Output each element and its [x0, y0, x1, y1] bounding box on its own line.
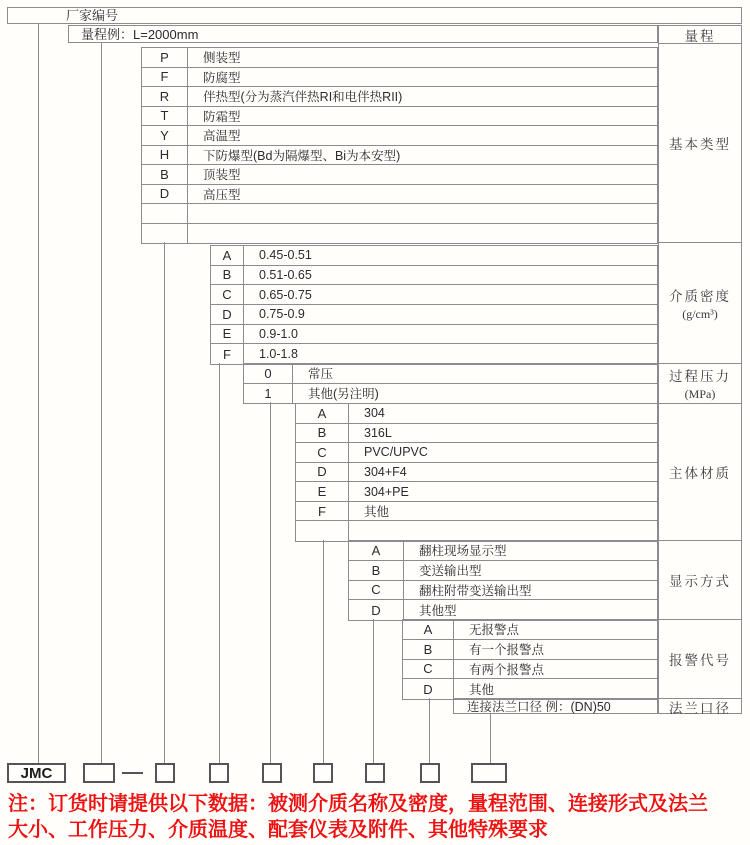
code-cell: C [349, 581, 404, 600]
table-row [211, 305, 657, 325]
code-cell: E [211, 325, 244, 344]
description-cell: 0.65-0.75 [259, 287, 312, 302]
connector-line [490, 714, 491, 763]
code-cell: Y [142, 126, 188, 145]
category-label: 报警代号 [669, 653, 731, 668]
table-row [349, 541, 657, 561]
category-cell [659, 26, 741, 44]
table-row [296, 463, 657, 483]
description-cell: 316L [364, 425, 392, 440]
description-cell: 其他型 [419, 604, 457, 619]
code-box [420, 763, 440, 783]
table-row [142, 165, 657, 185]
table-row [403, 620, 657, 640]
description-cell: 无报警点 [469, 623, 520, 638]
description-cell: 304+PE [364, 484, 409, 499]
code-cell [296, 521, 349, 541]
connector-line [164, 242, 165, 763]
table-row [142, 204, 657, 224]
description-cell: 防腐型 [203, 70, 241, 85]
flange-size-row [453, 698, 658, 714]
code-cell: B [349, 561, 404, 580]
description-cell: 有两个报警点 [469, 662, 545, 677]
code-cell: D [349, 600, 404, 620]
code-cell: C [296, 443, 349, 462]
connector-line [323, 540, 324, 763]
code-cell: D [403, 679, 454, 699]
category-label-column [658, 25, 742, 714]
range-example-row [68, 25, 658, 43]
table-row [211, 266, 657, 286]
category-label: 介质密度 [669, 288, 731, 304]
table-row [142, 87, 657, 107]
description-cell: 高温型 [203, 129, 241, 144]
code-cell: P [142, 48, 188, 67]
category-cell [659, 541, 741, 620]
category-cell [659, 44, 741, 243]
table-row [349, 561, 657, 581]
table-row [142, 224, 657, 244]
table-row [349, 581, 657, 601]
code-cell: 1 [244, 384, 293, 404]
category-cell [659, 243, 741, 364]
category-cell [659, 364, 741, 404]
code-section [243, 363, 658, 404]
code-box [155, 763, 175, 783]
category-label: 基本类型 [669, 137, 731, 152]
description-cell [349, 521, 657, 541]
table-row [142, 68, 657, 88]
table-row [296, 482, 657, 502]
code-cell: B [403, 640, 454, 659]
description-cell: 其他(另注明) [308, 387, 379, 402]
code-section [348, 540, 658, 621]
category-label: 过程压力 [669, 369, 731, 384]
description-cell: 变送输出型 [419, 564, 482, 579]
code-cell: H [142, 146, 188, 165]
model-prefix-box: JMC [7, 763, 66, 783]
code-cell: A [296, 404, 349, 423]
code-cell: C [211, 285, 244, 304]
table-row [349, 600, 657, 620]
order-note-line2: 大小、工作压力、介质温度、配套仪表及附件、其他特殊要求 [8, 819, 548, 841]
connector-line [373, 619, 374, 763]
description-cell: 0.45-0.51 [259, 248, 312, 263]
code-cell: T [142, 107, 188, 126]
code-cell: D [296, 463, 349, 482]
description-cell: 高压型 [203, 187, 241, 202]
code-cell: F [211, 344, 244, 364]
table-row [142, 48, 657, 68]
description-cell: 1.0-1.8 [259, 347, 298, 362]
code-cell: D [211, 305, 244, 324]
description-cell: 翻柱现场显示型 [419, 544, 507, 559]
code-section [402, 619, 658, 700]
description-cell: 常压 [308, 367, 334, 382]
range-example-label: 量程例：L=2000mm [81, 27, 199, 42]
table-row [296, 404, 657, 424]
table-row [211, 285, 657, 305]
category-cell [659, 699, 741, 715]
code-cell: A [403, 620, 454, 639]
code-cell: B [142, 165, 188, 184]
code-cell: B [211, 266, 244, 285]
code-cell: E [296, 482, 349, 501]
factory-code-row [7, 7, 742, 24]
category-unit: (MPa) [684, 387, 716, 401]
description-cell: 其他 [469, 683, 495, 698]
table-row [142, 185, 657, 205]
code-cell: B [296, 424, 349, 443]
table-row [211, 344, 657, 364]
code-box [209, 763, 229, 783]
category-label: 法兰口径 [669, 701, 731, 716]
code-cell [142, 204, 188, 223]
flange-size-text: 连接法兰口径 例：(DN)50 [467, 700, 611, 714]
table-row [244, 364, 657, 384]
table-row [403, 660, 657, 680]
description-cell: PVC/UPVC [364, 445, 428, 460]
category-cell [659, 620, 741, 699]
separator-dash [122, 772, 143, 774]
table-row [296, 521, 657, 541]
category-label: 显示方式 [669, 574, 731, 589]
connector-line [270, 402, 271, 763]
description-cell: 304+F4 [364, 464, 407, 479]
description-cell: 侧装型 [203, 51, 241, 66]
description-cell: 下防爆型(Bd为隔爆型、Bi为本安型) [203, 148, 401, 163]
table-row [211, 325, 657, 345]
table-row [142, 126, 657, 146]
code-box [471, 763, 507, 783]
connector-line [38, 23, 39, 763]
table-row [142, 146, 657, 166]
description-cell: 有一个报警点 [469, 643, 545, 658]
code-cell: F [296, 502, 349, 521]
description-cell: 顶装型 [203, 168, 241, 183]
code-section [141, 47, 658, 244]
table-row [244, 384, 657, 404]
code-cell: A [349, 541, 404, 560]
description-cell [188, 204, 657, 223]
code-cell [142, 224, 188, 244]
table-row [296, 424, 657, 444]
code-box [365, 763, 385, 783]
description-cell: 伴热型(分为蒸汽伴热RI和电伴热RII) [203, 90, 403, 105]
category-label: 量程 [684, 28, 716, 44]
code-cell: D [142, 185, 188, 204]
table-row [296, 502, 657, 522]
table-row [296, 443, 657, 463]
connector-line [429, 698, 430, 763]
code-cell: R [142, 87, 188, 106]
description-cell: 0.51-0.65 [259, 267, 312, 282]
description-cell: 0.75-0.9 [259, 307, 305, 322]
description-cell: 翻柱附带变送输出型 [419, 583, 532, 598]
code-box [83, 763, 115, 783]
code-box [262, 763, 282, 783]
table-row [142, 107, 657, 127]
code-section [295, 403, 658, 542]
factory-code-label: 厂家编号 [66, 8, 119, 23]
code-cell: A [211, 246, 244, 265]
code-cell: 0 [244, 364, 293, 383]
category-unit: (g/cm³) [682, 306, 718, 321]
description-cell: 304 [364, 406, 385, 421]
table-row [403, 640, 657, 660]
order-note-line1: 注：订货时请提供以下数据：被测介质名称及密度，量程范围、连接形式及法兰 [8, 793, 708, 815]
code-box [313, 763, 333, 783]
description-cell: 其他 [364, 505, 390, 520]
code-section [210, 245, 658, 365]
code-cell: C [403, 660, 454, 679]
order-note [8, 791, 746, 843]
description-cell: 0.9-1.0 [259, 326, 298, 341]
table-row [211, 246, 657, 266]
category-cell [659, 404, 741, 541]
description-cell: 防霜型 [203, 109, 241, 124]
category-label: 主体材质 [669, 466, 731, 481]
connector-line [219, 363, 220, 763]
connector-line [101, 43, 102, 763]
description-cell [188, 224, 657, 244]
code-cell: F [142, 68, 188, 87]
